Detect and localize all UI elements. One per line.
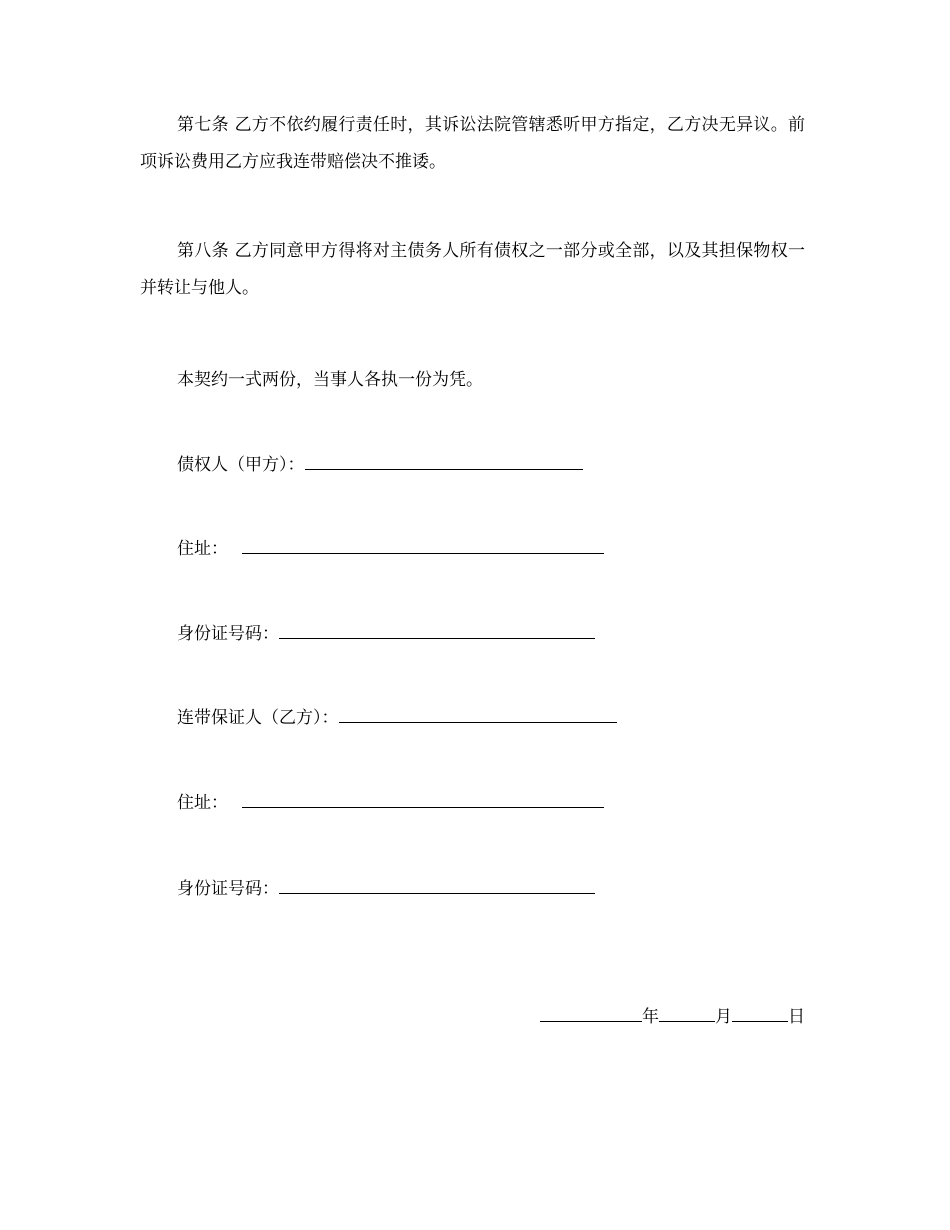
creditor-label: 债权人（甲方）： xyxy=(177,455,305,475)
creditor-id-label: 身份证号码： xyxy=(177,624,279,644)
creditor-id-blank[interactable] xyxy=(279,622,595,639)
guarantor-id-field xyxy=(177,877,595,901)
signing-date xyxy=(540,1005,805,1029)
copies-clause: 本契约一式两份，当事人各执一份为凭。 xyxy=(177,370,483,390)
article-7: 第七条 乙方不依约履行责任时，其诉讼法院管辖悉听甲方指定，乙方决无异议。前项诉讼费用乙方应我连带赔偿决不推诿。 xyxy=(140,115,805,172)
year-blank[interactable] xyxy=(540,1005,642,1022)
creditor-id-field xyxy=(177,622,595,646)
guarantor-id-label: 身份证号码： xyxy=(177,879,279,899)
day-blank[interactable] xyxy=(732,1005,788,1022)
creditor-address-field xyxy=(177,537,604,561)
guarantor-address-field xyxy=(177,791,604,815)
creditor-address-blank[interactable] xyxy=(242,537,604,554)
creditor-blank[interactable] xyxy=(305,453,583,470)
article-8: 第八条 乙方同意甲方得将对主债务人所有债权之一部分或全部，以及其担保物权一并转让与他人。 xyxy=(140,241,805,298)
guarantor-address-label: 住址： xyxy=(177,793,228,813)
guarantor-id-blank[interactable] xyxy=(279,877,595,894)
day-label: 日 xyxy=(788,1007,805,1027)
guarantor-field xyxy=(177,706,617,730)
guarantor-label: 连带保证人（乙方）： xyxy=(177,708,339,728)
month-blank[interactable] xyxy=(659,1005,715,1022)
year-label: 年 xyxy=(642,1007,659,1027)
guarantor-blank[interactable] xyxy=(339,706,617,723)
month-label: 月 xyxy=(715,1007,732,1027)
creditor-address-label: 住址： xyxy=(177,539,228,559)
creditor-field xyxy=(177,453,583,477)
guarantor-address-blank[interactable] xyxy=(242,791,604,808)
